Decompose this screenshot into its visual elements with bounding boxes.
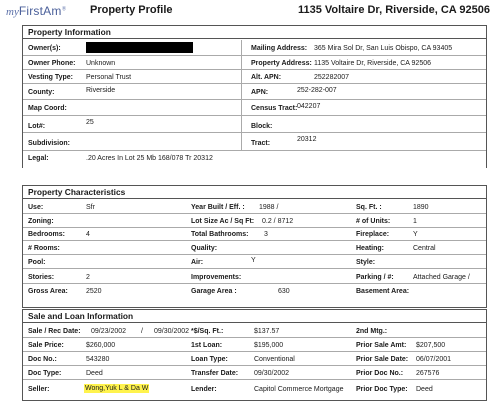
heating-label: Heating: [356, 245, 384, 252]
garage-area-value: 630 [278, 288, 290, 295]
sqft-label: Sq. Ft. : [356, 204, 382, 211]
doc-no-label: Doc No.: [28, 356, 57, 363]
owner-phone-label: Owner Phone: [28, 60, 76, 67]
chars-row-5 [23, 255, 486, 269]
sale-row-2 [23, 338, 486, 352]
fireplace-value: Y [413, 231, 418, 238]
census-tract-label: Census Tract: [251, 105, 298, 112]
lender-label: Lender: [191, 386, 217, 393]
rec-date-value: 09/23/2002 [91, 328, 127, 335]
gross-area-value: 2520 [86, 288, 102, 295]
owner-phone-value: Unknown [86, 60, 116, 67]
gross-area-label: Gross Area: [28, 288, 68, 295]
quality-label: Quality: [191, 245, 218, 252]
sale-rec-date-label: Sale / Rec Date: [28, 328, 81, 335]
price-per-sqft-label: *$/Sq. Ft.: [191, 328, 224, 335]
first-loan-label: 1st Loan: [191, 342, 223, 349]
info-row-map [23, 100, 486, 116]
units-label: # of Units: [356, 218, 391, 225]
header-address: 1135 Voltaire Dr, Riverside, CA 92506 [297, 4, 490, 16]
info-row-owners [23, 40, 486, 56]
vesting-type-value: Personal Trust [86, 74, 132, 81]
chars-row-1 [23, 200, 486, 214]
lot-size-label: Lot Size Ac / Sq Ft: [191, 218, 255, 225]
improvements-label: Improvements: [191, 274, 242, 281]
census-tract-value: 042207 [297, 103, 321, 110]
section-title: Property Characteristics [23, 186, 486, 199]
year-built-label: Year Built / Eff. : [191, 204, 245, 211]
logo-trademark: ® [61, 6, 67, 13]
air-label: Air: [191, 259, 204, 266]
lender-value: Capitol Commerce Mortgage [254, 386, 344, 393]
legal-value: .20 Acres In Lot 25 Mb 168/078 Tr 20312 [86, 155, 213, 162]
lot-size-value: 0.2 / 8712 [262, 218, 294, 225]
stories-label: Stories: [28, 274, 55, 281]
second-mtg-label: 2nd Mtg.: [356, 328, 388, 335]
year-built-value: 1988 / [259, 204, 279, 211]
sale-loan-section [22, 309, 487, 401]
stories-value: 2 [86, 274, 90, 281]
property-characteristics-section [22, 185, 487, 308]
lot-label: Lot#: [28, 123, 46, 130]
bedrooms-label: Bedrooms: [28, 231, 65, 238]
prior-doc-no-label: Prior Doc No.: [356, 370, 404, 377]
doc-no-value: 543280 [86, 356, 110, 363]
info-row-legal [23, 151, 486, 168]
sqft-value: 1890 [413, 204, 429, 211]
bedrooms-value: 4 [86, 231, 90, 238]
info-row-vesting [23, 70, 486, 84]
units-value: 1 [413, 218, 417, 225]
tract-value: 20312 [297, 136, 317, 143]
property-address-label: Property Address: [251, 60, 312, 67]
air-value: Y [251, 257, 256, 264]
chars-row-6 [23, 269, 486, 284]
vesting-type-label: Vesting Type: [28, 74, 73, 81]
block-label: Block: [251, 123, 273, 130]
alt-apn-label: Alt. APN: [251, 74, 282, 81]
seller-label: Seller: [28, 386, 50, 393]
owners-label: Owner(s): [28, 45, 61, 52]
section-title: Sale and Loan Information [23, 310, 486, 323]
first-loan-value: $195,000 [254, 342, 284, 349]
legal-label: Legal: [28, 155, 49, 162]
doc-type-value: Deed [86, 370, 103, 377]
apn-value: 252-282-007 [297, 87, 337, 94]
seller-value: Wong,Yuk L & Da W [85, 385, 149, 392]
property-information-section [22, 25, 487, 168]
sale-row-1 [23, 324, 486, 338]
prior-sale-amt-value: $207,500 [416, 342, 446, 349]
logo-prefix: my [6, 6, 19, 18]
info-row-county [23, 84, 486, 100]
basement-area-label: Basement Area: [356, 288, 410, 295]
logo-brand: FirstAm [18, 4, 62, 18]
tract-label: Tract: [251, 140, 271, 147]
chars-row-2 [23, 214, 486, 228]
mailing-address-value: 365 Mira Sol Dr, San Luis Obispo, CA 93405 [314, 45, 453, 52]
county-label: County: [28, 89, 55, 96]
loan-type-value: Conventional [254, 356, 295, 363]
owner-redaction [86, 42, 193, 53]
property-address-value: 1135 Voltaire Dr, Riverside, CA 92506 [314, 60, 431, 67]
apn-label: APN: [251, 89, 269, 96]
chars-row-3 [23, 228, 486, 241]
style-label: Style: [356, 259, 376, 266]
subdivision-label: Subdivision: [28, 140, 70, 147]
info-row-lot [23, 116, 486, 133]
parking-value: Attached Garage / [413, 274, 470, 281]
county-value: Riverside [86, 87, 116, 94]
prior-sale-date-label: Prior Sale Date: [356, 356, 409, 363]
garage-area-label: Garage Area : [191, 288, 237, 295]
page-header [0, 0, 500, 22]
alt-apn-value: 252282007 [314, 74, 350, 81]
bathrooms-value: 3 [264, 231, 268, 238]
prior-doc-no-value: 267576 [416, 370, 440, 377]
sale-price-label: Sale Price: [28, 342, 64, 349]
date-separator: / [141, 328, 143, 335]
sale-date-value: 09/30/2002 [154, 328, 190, 335]
prior-sale-amt-label: Prior Sale Amt: [356, 342, 407, 349]
sale-row-4 [23, 366, 486, 380]
transfer-date-label: Transfer Date: [191, 370, 239, 377]
rooms-label: # Rooms: [28, 245, 60, 252]
loan-type-label: Loan Type: [191, 356, 228, 363]
section-title: Property Information [23, 26, 486, 39]
chars-row-7 [23, 284, 486, 298]
use-label: Use: [28, 204, 44, 211]
heating-value: Central [413, 245, 436, 252]
price-per-sqft-value: $137.57 [254, 328, 280, 335]
info-row-phone [23, 56, 486, 70]
pool-label: Pool: [28, 259, 46, 266]
sale-row-3 [23, 352, 486, 366]
prior-doc-type-label: Prior Doc Type: [356, 386, 408, 393]
zoning-label: Zoning: [28, 218, 54, 225]
chars-row-4 [23, 241, 486, 255]
bathrooms-label: Total Bathrooms: [191, 231, 249, 238]
page-title: Property Profile [90, 4, 173, 16]
fireplace-label: Fireplace: [356, 231, 390, 238]
parking-label: Parking / #: [356, 274, 394, 281]
mailing-address-label: Mailing Address: [251, 45, 308, 52]
doc-type-label: Doc Type: [28, 370, 62, 377]
prior-sale-date-value: 06/07/2001 [416, 356, 452, 363]
map-coord-label: Map Coord: [28, 105, 67, 112]
info-row-subdivision [23, 133, 486, 151]
sale-price-value: $260,000 [86, 342, 116, 349]
sale-row-5 [23, 380, 486, 400]
transfer-date-value: 09/30/2002 [254, 370, 290, 377]
firstam-logo [6, 4, 66, 18]
use-value: Sfr [86, 204, 95, 211]
prior-doc-type-value: Deed [416, 386, 433, 393]
lot-value: 25 [86, 119, 94, 126]
